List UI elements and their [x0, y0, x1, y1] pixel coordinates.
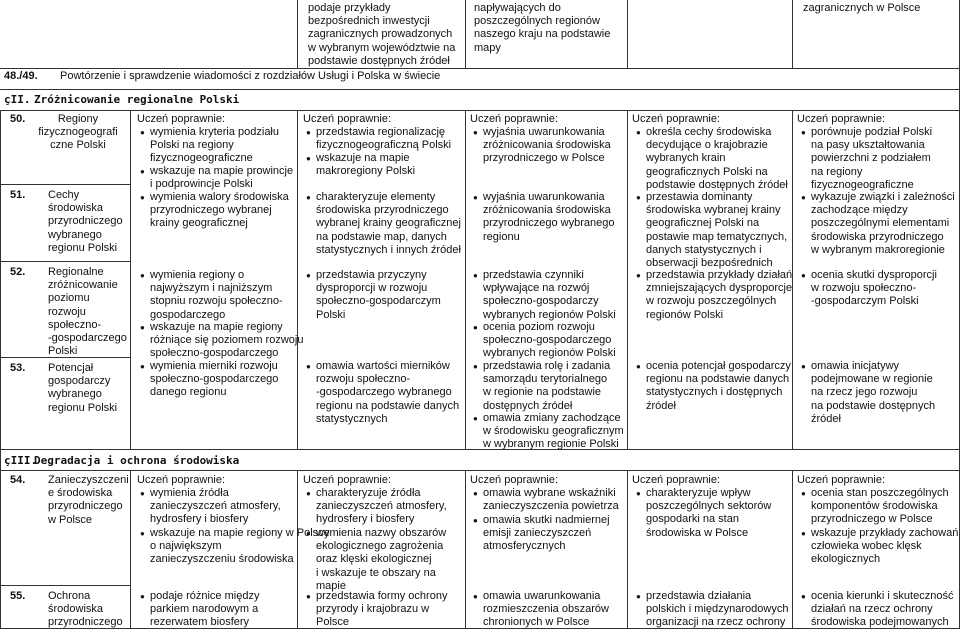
requirement-item	[306, 527, 446, 593]
requirement-item	[306, 269, 441, 322]
text-line: ● charakteryzuje źródła	[316, 487, 421, 499]
text-line: społeczno-gospodarczego	[483, 334, 612, 347]
text-line: rezerwatem biosfery	[150, 616, 250, 629]
text-line: ● przedstawia rolę i zadania	[483, 360, 611, 372]
text-line: regionu	[483, 230, 520, 243]
requirement-item	[306, 360, 459, 426]
text-line: przyrodniczego wybranego	[483, 217, 615, 230]
text-line: chronionych w Polsce	[483, 616, 590, 629]
text-line: -gospodarczego wybranego	[316, 386, 452, 399]
text-line: regionu na podstawie danych	[316, 399, 460, 412]
requirement-item	[801, 487, 949, 527]
text-line: obserwacji bezpośrednich	[646, 257, 773, 270]
text-line: -gospodarczego	[48, 332, 127, 345]
text-line: ● wymienia regiony o	[150, 269, 245, 281]
text-line: gospodarczego	[150, 308, 226, 321]
text-line: gospodarczy	[48, 375, 111, 388]
text-line: ● charakteryzuje elementy	[316, 191, 436, 203]
requirement-item	[636, 269, 792, 322]
text-line: e środowiska	[48, 487, 113, 500]
requirement-item	[473, 514, 610, 554]
requirement-item	[306, 152, 415, 178]
text-line: środowiska wybranej krainy	[646, 204, 781, 217]
text-line: powierzchni z podziałem	[811, 152, 931, 165]
text-line: źródeł	[811, 412, 841, 425]
row-line	[0, 585, 130, 586]
requirement-item	[801, 126, 932, 192]
text-line: najwyższym i najniższym	[150, 282, 273, 295]
requirement-item	[473, 412, 624, 452]
text-line: zróżnicowania środowiska	[483, 204, 611, 217]
text-line: statystycznych i dostępnych	[646, 386, 783, 399]
col-line	[465, 110, 466, 449]
text-line: społeczno-gospodarczego	[150, 373, 279, 386]
text-line: na podstawie map, danych	[316, 230, 447, 243]
text-line: statystycznych	[316, 412, 388, 425]
text-line: w wybranym województwie na	[308, 41, 456, 54]
row-number: 55.	[10, 590, 26, 602]
text-line: ● ocenia potencjał gospodarczy	[646, 360, 791, 372]
row-number: 50.	[10, 113, 26, 125]
text-line: środowiska podejmowanych	[811, 616, 949, 629]
text-line: dysproporcji w rozwoju	[316, 282, 428, 295]
text-line: ● podaje różnice między	[150, 590, 260, 602]
text-line: społeczno-gospodarczym	[316, 295, 441, 308]
row-line	[0, 68, 960, 69]
text-line: podstawie dostępnych źródeł	[646, 178, 788, 191]
text-line: ● wskazuje na mapie regiony	[150, 321, 283, 333]
lesson-number: 48./49.	[4, 70, 38, 82]
requirement-item	[140, 191, 289, 231]
text-line: regionu Polski	[48, 241, 118, 254]
cell-header: Uczeń poprawnie:	[470, 113, 559, 125]
text-line: -gospodarczym Polski	[811, 295, 919, 308]
requirement-item	[473, 360, 610, 413]
text-line: poszczególnych regionów	[474, 15, 600, 28]
row-line	[0, 261, 130, 262]
text-line: mapy	[474, 41, 501, 54]
text-line: zróżnicowania środowiska	[483, 139, 611, 152]
text-line: przyrody i krajobrazu w	[316, 603, 430, 616]
text-line: wybranego	[48, 228, 102, 241]
text-line: społeczno-	[48, 318, 102, 331]
text-line: przyrodniczego	[48, 215, 123, 228]
requirement-item	[801, 360, 935, 426]
row-topic	[48, 362, 117, 415]
row-topic	[48, 189, 123, 255]
text-line: dostępnych źródeł	[483, 399, 573, 412]
text-line: środowiska przyrodniczego	[316, 204, 449, 217]
text-line: źródeł	[646, 399, 676, 412]
text-line: naszego kraju na podstawie	[474, 28, 611, 41]
text-line: społeczno-gospodarczy	[483, 295, 599, 308]
requirement-item	[140, 590, 259, 630]
section-title: Degradacja i ochrona środowiska	[34, 454, 240, 467]
cont-text-col4	[474, 2, 610, 55]
cell-header: Uczeń poprawnie:	[632, 474, 721, 486]
col-line	[465, 0, 466, 68]
text-line: przyrodniczego w Polsce	[483, 152, 605, 165]
text-line: ● przedstawia formy ochrony	[316, 590, 448, 602]
lesson-title: Powtórzenie i sprawdzenie wiadomości z rozdziałów Usługi i Polska w świecie	[60, 70, 441, 82]
text-line: hydrosfery i biosfery	[316, 513, 415, 526]
requirement-item	[140, 487, 281, 527]
row-number: 53.	[10, 362, 26, 374]
text-line: ● ocenia skutki dysproporcji	[811, 269, 937, 281]
text-line: Potencjał	[48, 362, 94, 374]
text-line: fizycznogeograficzne	[150, 152, 253, 165]
text-line: środowiska przyrodniczego	[811, 230, 944, 243]
text-line: statystycznych i innych źródeł	[316, 243, 461, 256]
row-topic	[48, 266, 127, 358]
text-line: ekologicznego zagrożenia	[316, 540, 444, 553]
text-line: Polski na regiony	[150, 139, 234, 152]
row-line	[0, 184, 130, 185]
text-line: ● wymienia mierniki rozwoju	[150, 360, 278, 372]
requirement-item	[140, 527, 330, 567]
row-line	[0, 89, 960, 90]
text-line: Cechy	[48, 189, 80, 201]
text-line: zanieczyszczeniu środowiska	[150, 553, 294, 566]
section-number: çII.	[4, 93, 31, 106]
text-line: ● wskazuje na mapie	[316, 152, 410, 164]
text-line: Regionalne	[48, 266, 104, 278]
text-line: w środowisku geograficznym	[483, 425, 624, 438]
text-line: przyrodniczego wybranej	[150, 204, 272, 217]
text-line: czne Polski	[50, 139, 106, 152]
text-line: ● wyjaśnia uwarunkowania	[483, 126, 605, 138]
text-line: podaje przykłady	[308, 2, 391, 14]
requirement-item	[801, 590, 953, 630]
row-number: 54.	[10, 474, 26, 486]
text-line: napływających do	[474, 2, 561, 14]
text-line: ● omawia skutki nadmiernej	[483, 514, 610, 526]
text-line: ● ocenia stan poszczególnych	[811, 487, 949, 499]
requirement-item	[636, 487, 771, 540]
text-line: atmosferycznych	[483, 540, 566, 553]
text-line: zanieczyszczenia powietrza	[483, 500, 619, 513]
text-line: geograficznej Polski na	[646, 217, 760, 230]
cell-header: Uczeń poprawnie:	[797, 113, 886, 125]
requirement-item	[306, 590, 447, 630]
text-line: fizycznogeograficzną Polski	[316, 139, 452, 152]
text-line: wpływające na rozwój	[483, 282, 590, 295]
text-line: przyrodniczego	[48, 500, 123, 513]
text-line: oraz klęski ekologicznej	[316, 553, 432, 566]
text-line: w rozwoju społeczno-	[811, 282, 917, 295]
text-line: ● porównuje podział Polski	[811, 126, 933, 138]
text-line: ● wykazuje związki i zależności	[811, 191, 955, 203]
text-line: ● ocenia poziom rozwoju	[483, 321, 595, 333]
text-line: ● przedstawia przykłady działań	[646, 269, 793, 281]
col-line	[130, 110, 131, 449]
col-line	[130, 470, 131, 629]
text-line: ● ocenia kierunki i skuteczność	[811, 590, 954, 602]
requirement-item	[473, 590, 609, 630]
text-line: rozwoju społeczno-	[316, 373, 411, 386]
text-line: zróżnicowanie	[48, 279, 118, 292]
col-line	[465, 470, 466, 629]
cont-text-col3	[308, 2, 455, 68]
text-line: przyrodniczego	[48, 616, 123, 629]
text-line: Zanieczyszczeni	[48, 474, 129, 486]
text-line: ● wskazuje na mapie prowincje	[150, 165, 294, 177]
requirement-item	[306, 126, 451, 152]
text-line: ● określa cechy środowiska	[646, 126, 772, 138]
text-line: ● wymienia nazwy obszarów	[316, 527, 447, 539]
text-line: wybranego	[48, 388, 102, 401]
text-line: Polsce	[316, 616, 350, 629]
requirement-item	[473, 191, 614, 244]
col-line	[627, 110, 628, 449]
text-line: Regiony	[57, 113, 99, 125]
text-line: krainy geograficznej	[150, 217, 248, 230]
requirement-item	[140, 360, 278, 400]
text-line: danego regionu	[150, 386, 227, 399]
col-line	[792, 0, 793, 68]
text-line: organizacji na rzecz ochrony	[646, 616, 786, 629]
text-line: zachodzące między	[811, 204, 908, 217]
text-line: ● wymienia kryteria podziału	[150, 126, 279, 138]
requirement-item	[801, 269, 937, 309]
text-line: ● omawia wybrane wskaźniki	[483, 487, 616, 499]
text-line: w Polsce	[48, 513, 93, 526]
col-line	[0, 110, 1, 629]
text-line: społeczno-gospodarczego	[150, 347, 279, 360]
text-line: ● wskazuje na mapie regiony w Polsce	[150, 527, 330, 539]
text-line: makroregiony Polski	[316, 165, 416, 178]
section-number: çIII.	[4, 454, 38, 467]
text-line: środowiska w Polsce	[646, 526, 749, 539]
text-line: ● omawia zmiany zachodzące	[483, 412, 621, 424]
text-line: i wskazuje te obszary na	[316, 566, 436, 579]
text-line: emisji zanieczyszczeń	[483, 527, 592, 540]
text-line: ekologicznych	[811, 553, 881, 566]
text-line: działań na rzecz ochrony	[811, 603, 933, 616]
text-line: stopniu rozwoju społeczno-	[150, 295, 283, 308]
cell-header: Uczeń poprawnie:	[632, 113, 721, 125]
text-line: poziomu	[48, 292, 90, 305]
text-line: geograficznych Polski na	[646, 165, 768, 178]
text-line: o największym	[150, 540, 222, 553]
text-line: Polski	[316, 308, 346, 321]
cell-header: Uczeń poprawnie:	[303, 113, 392, 125]
text-line: na pasy ukształtowania	[811, 139, 925, 152]
text-line: na rzecz jego rozwoju	[811, 386, 918, 399]
text-line: wybranej krainy geograficznej	[316, 217, 461, 230]
text-line: ● wymienia walory środowiska	[150, 191, 289, 203]
text-line: komponentów środowiska	[811, 500, 938, 513]
requirement-item	[140, 269, 283, 322]
requirement-item	[306, 191, 461, 257]
row-topic	[48, 590, 123, 630]
text-line: przyrodniczego w Polsce	[811, 513, 933, 526]
requirement-item	[473, 321, 616, 361]
text-line: zmniejszających dysproporcje	[646, 282, 793, 295]
cell-header: Uczeń poprawnie:	[797, 474, 886, 486]
text-line: w wybranym makroregionie	[811, 243, 945, 256]
text-line: wybranych regionów Polski	[483, 347, 616, 360]
text-line: ● przedstawia przyczyny	[316, 269, 427, 281]
text-line: hydrosfery i biosfery	[150, 513, 249, 526]
section-title: Zróżnicowanie regionalne Polski	[34, 93, 240, 106]
row-topic	[36, 113, 120, 153]
col-line	[792, 110, 793, 449]
requirement-item	[801, 191, 955, 257]
cell-header: Uczeń poprawnie:	[303, 474, 392, 486]
requirement-item	[306, 487, 447, 527]
text-line: regionu na podstawie danych	[646, 373, 790, 386]
col-line	[297, 110, 298, 449]
text-line: samorządu terytorialnego	[483, 373, 608, 386]
text-line: ● przedstawia regionalizację	[316, 126, 446, 138]
requirement-item	[636, 191, 787, 270]
text-line: polskich i międzynarodowych	[646, 603, 789, 616]
cont-text-col6: zagranicznych w Polsce	[803, 2, 921, 14]
row-line	[0, 470, 960, 471]
col-line	[297, 0, 298, 68]
text-line: na regiony	[811, 165, 863, 178]
text-line: człowieka wobec klęsk	[811, 540, 922, 553]
row-topic	[48, 474, 129, 527]
requirement-item	[473, 487, 619, 513]
text-line: postawie map tematycznych,	[646, 230, 788, 243]
text-line: w regionie na podstawie	[483, 386, 602, 399]
text-line: fizycznogeograficzne	[811, 178, 914, 191]
text-line: regionów Polski	[646, 308, 724, 321]
requirement-item	[636, 590, 788, 630]
text-line: rozmieszczenia obszarów	[483, 603, 609, 616]
requirement-item	[473, 269, 616, 322]
text-line: ● charakteryzuje wpływ	[646, 487, 751, 499]
text-line: fizycznogeografi	[38, 126, 118, 139]
row-number: 52.	[10, 266, 26, 278]
col-line	[792, 470, 793, 629]
cell-header: Uczeń poprawnie:	[137, 474, 226, 486]
col-line	[627, 0, 628, 68]
text-line: ● wymienia źródła	[150, 487, 229, 499]
text-line: środowiska	[48, 603, 104, 616]
text-line: rozwoju	[48, 305, 86, 318]
text-line: danych statystycznych i	[646, 243, 762, 256]
text-line: wybranych regionów Polski	[483, 308, 616, 321]
text-line: ● omawia wartości mierników	[316, 360, 450, 372]
requirement-item	[140, 165, 293, 191]
text-line: różniące się poziomem rozwoju	[150, 334, 304, 347]
text-line: gospodarki na stan	[646, 513, 739, 526]
text-line: wybranych krain	[646, 152, 726, 165]
requirement-item	[140, 321, 303, 361]
requirement-item	[140, 126, 279, 166]
text-line: zanieczyszczeń atmosfery,	[316, 500, 447, 513]
text-line: parkiem narodowym a	[150, 603, 259, 616]
row-line	[0, 110, 960, 111]
text-line: ● przedstawia czynniki	[483, 269, 584, 281]
text-line: mapie	[316, 579, 346, 592]
text-line: w wybranym regionie Polski	[483, 438, 619, 451]
text-line: zanieczyszczeń atmosfery,	[150, 500, 281, 513]
text-line: ● omawia uwarunkowania	[483, 590, 601, 602]
requirement-item	[801, 527, 958, 567]
text-line: Ochrona	[48, 590, 91, 602]
row-number: 51.	[10, 189, 26, 201]
text-line: ● wyjaśnia uwarunkowania	[483, 191, 605, 203]
text-line: decydujące o krajobrazie	[646, 139, 768, 152]
text-line: poszczególnymi elementami	[811, 217, 950, 230]
text-line: podstawie dostępnych źródeł	[308, 54, 450, 67]
text-line: i podprowincje Polski	[150, 178, 253, 191]
text-line: ● przestawia dominanty	[646, 191, 753, 203]
cell-header: Uczeń poprawnie:	[137, 113, 226, 125]
requirement-item	[636, 360, 791, 413]
text-line: ● przedstawia działania	[646, 590, 752, 602]
text-line: bezpośrednich inwestycji	[308, 15, 430, 28]
requirement-item	[473, 126, 611, 166]
text-line: środowiska	[48, 202, 104, 215]
text-line: na podstawie dostępnych	[811, 399, 936, 412]
text-line: ● omawia inicjatywy	[811, 360, 900, 372]
text-line: ● wskazuje przykłady zachowań	[811, 527, 959, 539]
requirement-item	[636, 126, 788, 192]
cell-header: Uczeń poprawnie:	[470, 474, 559, 486]
col-line	[627, 470, 628, 629]
text-line: w rozwoju poszczególnych	[646, 295, 777, 308]
text-line: regionu Polski	[48, 401, 118, 414]
text-line: poszczególnych sektorów	[646, 500, 772, 513]
text-line: Polski	[48, 345, 78, 358]
text-line: zagranicznych prowadzonych	[308, 28, 453, 41]
text-line: podejmowane w regionie	[811, 373, 933, 386]
